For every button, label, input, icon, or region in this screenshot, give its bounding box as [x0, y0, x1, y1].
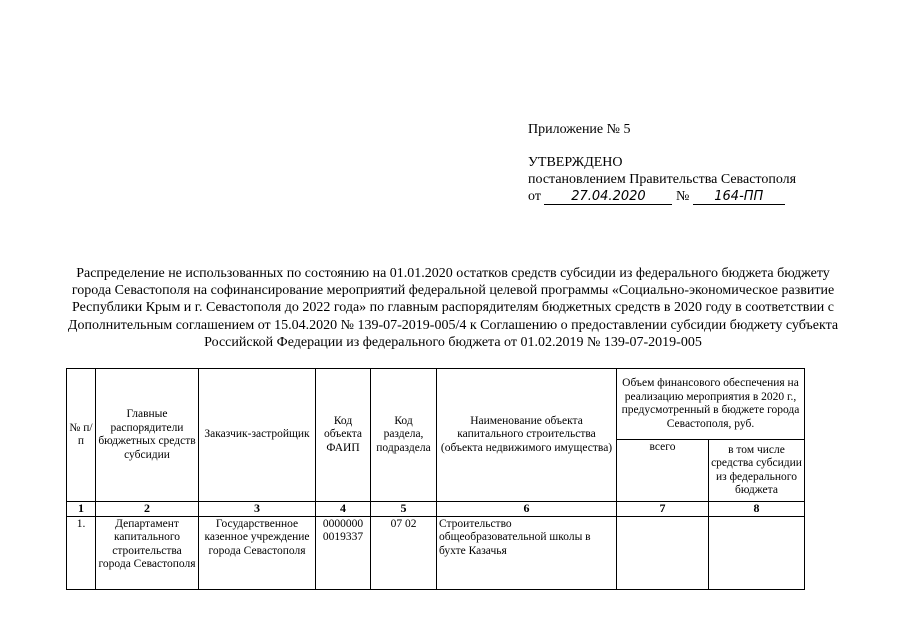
header-row-1	[67, 369, 805, 440]
row-section: 07 02	[371, 516, 437, 589]
distribution-table	[66, 368, 805, 590]
approved-label: УТВЕРЖДЕНО	[528, 155, 623, 170]
decree-label: постановлением Правительства Севастополя	[528, 172, 797, 187]
approval-block	[528, 154, 796, 205]
header-total: всего	[617, 440, 709, 502]
row-federal	[709, 516, 805, 589]
row-total	[617, 516, 709, 589]
header-faip: Код объекта ФАИП	[316, 369, 371, 502]
date-prefix: от	[528, 189, 541, 204]
column-number: 2	[96, 502, 199, 517]
header-object: Наименование объекта капитального строительства (объекта недвижимого имущества)	[437, 369, 617, 502]
decree-number: 164-ПП	[693, 190, 785, 205]
header-funding: Объем финансового обеспечения на реализацию мероприятия в 2020 г., предусмотренный в бюджете города Севастополя, руб.	[617, 369, 805, 440]
column-numbers-row	[67, 502, 805, 517]
column-number: 3	[199, 502, 316, 517]
row-object: Строительство общеобразовательной школы в бухте Казачья	[437, 516, 617, 589]
header-federal: в том числе средства субсидии из федерального бюджета	[709, 440, 805, 502]
appendix-label: Приложение № 5	[528, 122, 631, 137]
decree-date-line	[528, 188, 796, 205]
row-faip: 0000000 0019337	[316, 516, 371, 589]
column-number: 6	[437, 502, 617, 517]
table-row	[67, 516, 805, 589]
row-num: 1.	[67, 516, 96, 589]
column-number: 1	[67, 502, 96, 517]
header-section: Код раздела, подраздела	[371, 369, 437, 502]
column-number: 8	[709, 502, 805, 517]
header-managers: Главные распорядители бюджетных средств субсидии	[96, 369, 199, 502]
number-prefix: №	[675, 189, 690, 204]
header-num: № п/п	[67, 369, 96, 502]
header-customer: Заказчик-застройщик	[199, 369, 316, 502]
row-customer: Государственное казенное учреждение города Севастополя	[199, 516, 316, 589]
document-title: Распределение не использованных по состоянию на 01.01.2020 остатков средств субсидии из федерального бюджета бюджету города Севастополя на софинансирование мероприятий федеральной целевой программы «Социально-экономическое развитие Республики Крым и г. Севастополя до 2022 года» по главным распорядителям бюджетных средств в 2020 году в соответствии с Дополнительным соглашением от 15.04.2020 № 139-07-2019-005/4 к Соглашению о предоставлении субсидии бюджету субъекта Российской Федерации из федерального бюджета от 01.02.2019 № 139-07-2019-005	[67, 266, 839, 350]
column-number: 4	[316, 502, 371, 517]
column-number: 5	[371, 502, 437, 517]
column-number: 7	[617, 502, 709, 517]
row-manager: Департамент капитального строительства города Севастополя	[96, 516, 199, 589]
decree-date: 27.04.2020	[544, 190, 672, 205]
